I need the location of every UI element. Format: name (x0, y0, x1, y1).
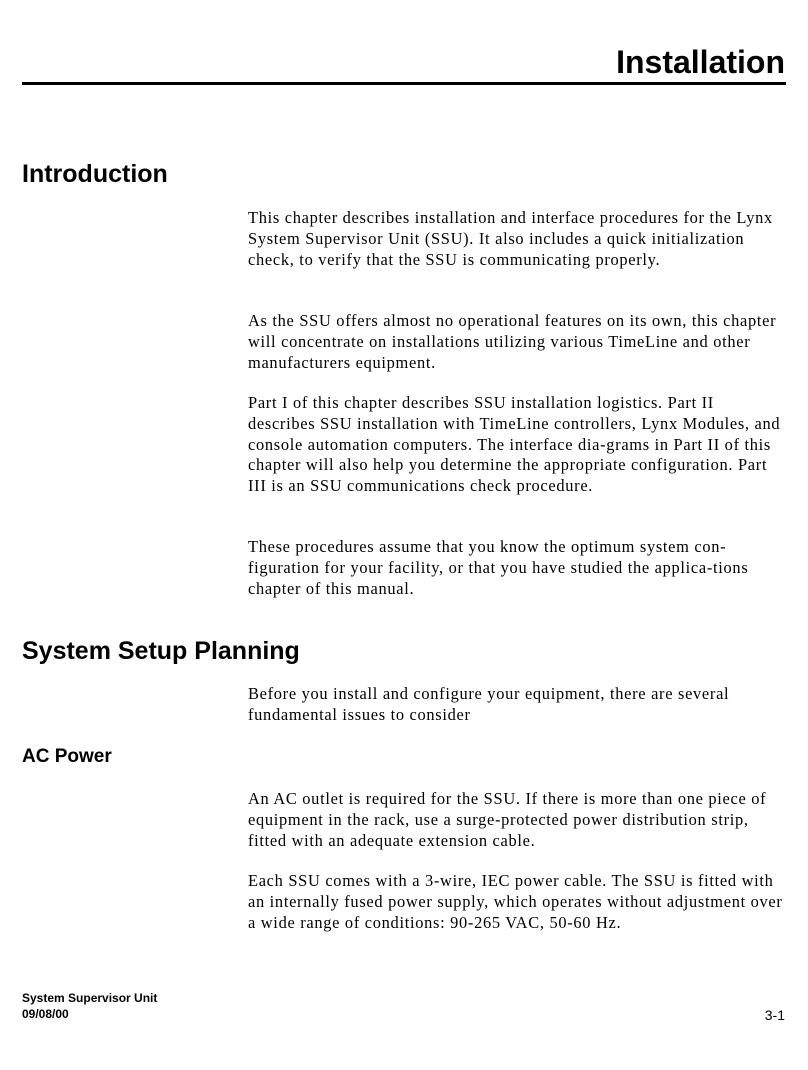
footer-left (22, 990, 157, 1022)
footer-page-number: 3-1 (764, 1007, 785, 1023)
intro-paragraph-3: Part I of this chapter describes SSU installation logistics. Part II describes SSU installation with TimeLine controllers, Lynx Modules, and console automation computers. The interface dia-grams in Part II of this chapter will also help you determine the appropriate configuration. Part III is an SSU communications check procedure. (248, 393, 781, 496)
chapter-title: Installation (616, 44, 785, 80)
heading-system-setup-planning: System Setup Planning (22, 637, 300, 665)
footer-date: 09/08/00 (22, 1007, 69, 1021)
intro-paragraph-4: These procedures assume that you know the optimum system con-figuration for your facility, or that you have studied the applica-tions chapter of this manual. (248, 537, 749, 598)
ac-power-paragraph-2: Each SSU comes with a 3-wire, IEC power cable. The SSU is fitted with an internally fused power supply, which operates without adjustment over a wide range of conditions: 90-265 VAC, 50-60 Hz. (248, 871, 783, 932)
heading-introduction: Introduction (22, 160, 168, 188)
setup-paragraph-1: Before you install and configure your equipment, there are several fundamental issues to consider (248, 684, 730, 724)
intro-paragraph-1: This chapter describes installation and interface procedures for the Lynx System Supervisor Unit (SSU). It also includes a quick initialization check, to verify that the SSU is communicating properly. (248, 208, 773, 269)
title-rule (22, 82, 786, 85)
intro-paragraph-2: As the SSU offers almost no operational features on its own, this chapter will concentrate on installations utilizing various TimeLine and other manufacturers equipment. (248, 311, 777, 372)
footer-product-name: System Supervisor Unit (22, 991, 158, 1005)
ac-power-paragraph-1: An AC outlet is required for the SSU. If there is more than one piece of equipment in the rack, use a surge-protected power distribution strip, fitted with an adequate extension cable. (248, 789, 767, 850)
heading-ac-power: AC Power (22, 746, 112, 767)
